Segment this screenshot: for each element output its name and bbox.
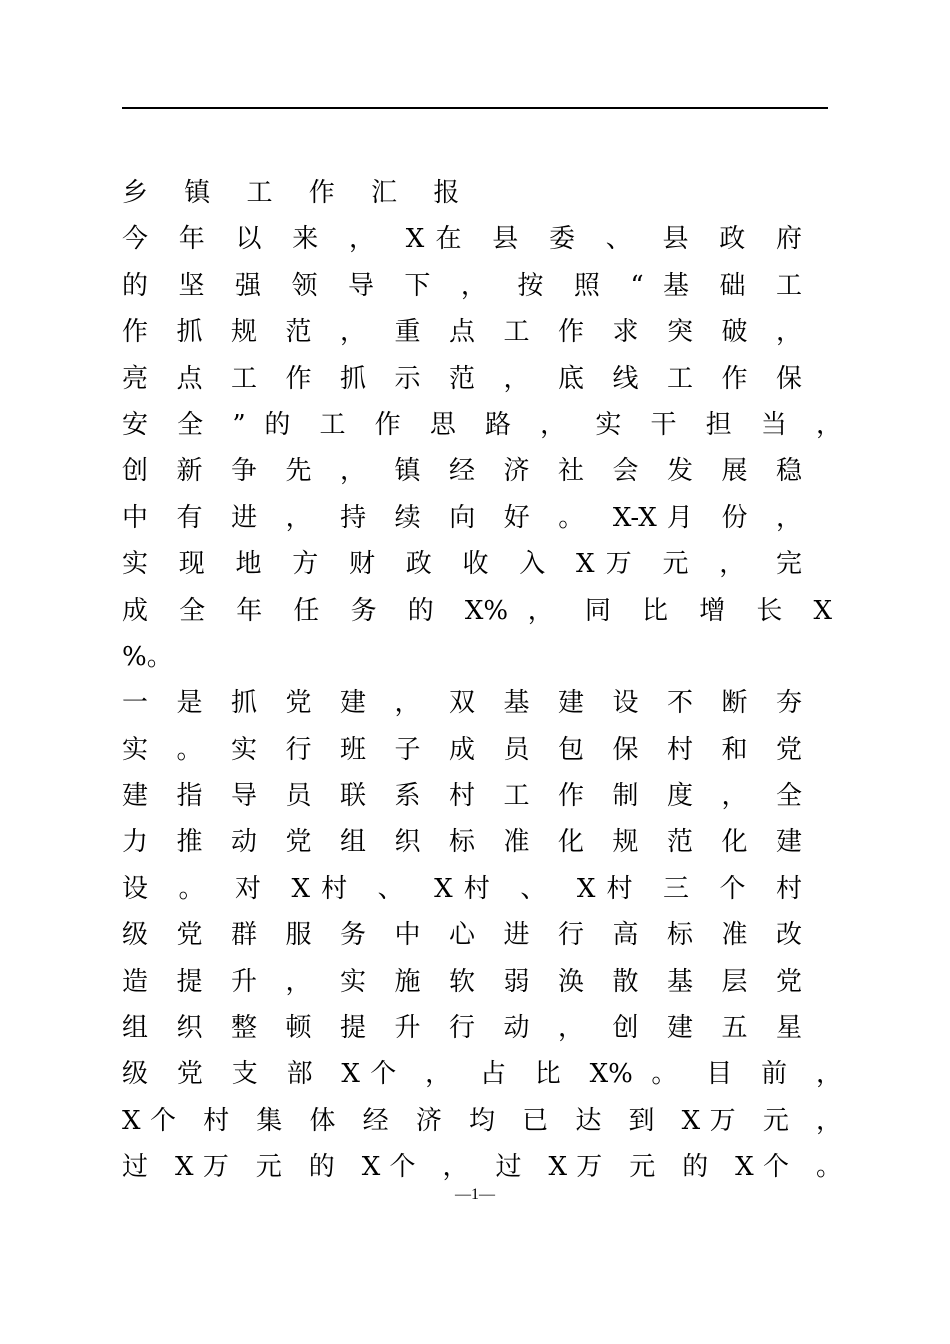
text-line: 中 有 进 ， 持 续 向 好 。 X-X月 份 ， [122, 502, 802, 533]
header-rule [122, 107, 828, 109]
text-line: 级 党 群 服 务 中 心 进 行 高 标 准 改 [122, 920, 802, 951]
document-body [122, 170, 842, 1191]
text-line: 级 党 支 部 X个 ， 占 比 X% 。 目 前 ， [122, 1059, 842, 1090]
text-line: X个 村 集 体 经 济 均 已 达 到 X万 元 ， [122, 1105, 842, 1136]
text-line: 设 。 对 X村 、 X村 、 X村 三 个 村 [122, 873, 802, 904]
text-line: 创 新 争 先 ， 镇 经 济 社 会 发 展 稳 [122, 456, 802, 487]
text-line: 组 织 整 顿 提 升 行 动 ， 创 建 五 星 [122, 1013, 802, 1044]
text-line: 作 抓 规 范 ， 重 点 工 作 求 突 破 ， [122, 317, 802, 348]
text-line: 建 指 导 员 联 系 村 工 作 制 度 ， 全 [122, 781, 802, 812]
document-title: 乡 镇 工 作 汇 报 [122, 178, 474, 208]
text-line: 亮 点 工 作 抓 示 范 ， 底 线 工 作 保 [122, 363, 802, 394]
text-line: 的 坚 强 领 导 下 ， 按 照 “ 基 础 工 [122, 270, 802, 301]
text-line: 过 X万 元 的 X个 ， 过 X万 元 的 X个 。 [122, 1152, 842, 1183]
text-line: 今 年 以 来 ， X在 县 委 、 县 政 府 [122, 224, 802, 255]
text-line: %。 [122, 641, 173, 672]
text-line: 力 推 动 党 组 织 标 准 化 规 范 化 建 [122, 827, 802, 858]
text-line: 造 提 升 ， 实 施 软 弱 涣 散 基 层 党 [122, 966, 802, 997]
text-line: 实 现 地 方 财 政 收 入 X万 元 ， 完 [122, 549, 802, 580]
text-line: 一 是 抓 党 建 ， 双 基 建 设 不 断 夯 [122, 688, 802, 719]
text-line: 实 。 实 行 班 子 成 员 包 保 村 和 党 [122, 734, 802, 765]
text-line: 安 全 ” 的 工 作 思 路 ， 实 干 担 当 ， [122, 409, 842, 440]
page-number: —1— [455, 1186, 495, 1203]
text-line: 成 全 年 任 务 的 X% ， 同 比 增 长 X [122, 595, 832, 626]
